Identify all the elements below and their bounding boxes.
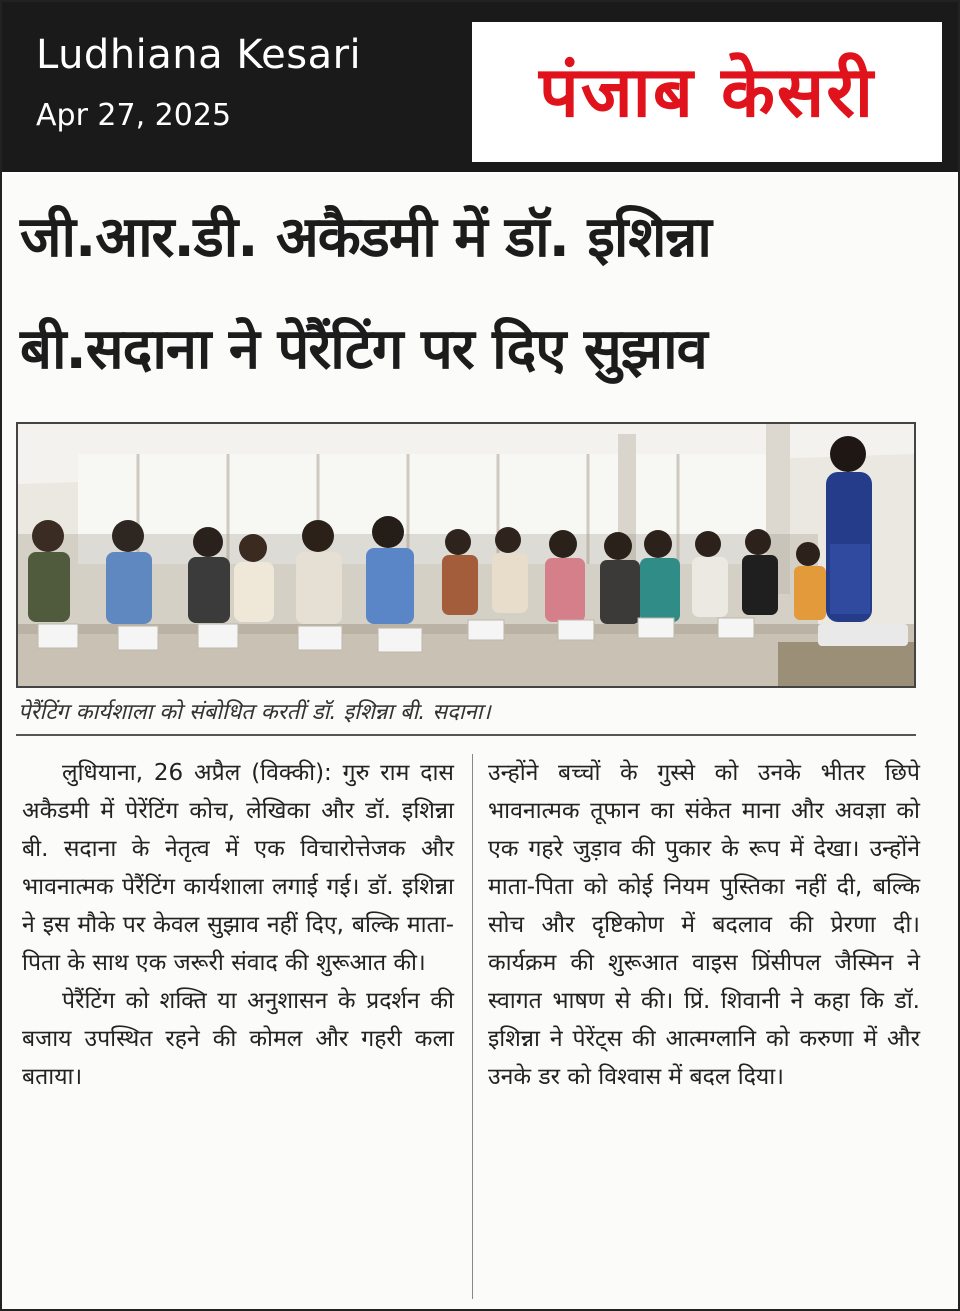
article-photo	[16, 422, 916, 688]
newspaper-logo	[472, 22, 942, 162]
headline	[20, 182, 940, 406]
headline-line-1: जी.आर.डी. अकैडमी में डॉ. इशिन्ना	[20, 205, 711, 270]
column-divider	[472, 754, 473, 1299]
photo-caption: पेरैंटिंग कार्यशाला को संबोधित करतीं डॉ. इशिन्ना बी. सदाना।	[18, 700, 491, 725]
workshop-audience-photo	[18, 424, 914, 686]
paragraph: पेरैंटिंग को शक्ति या अनुशासन के प्रदर्शन की बजाय उपस्थित रहने की कोमल और गहरी कला बताया।	[22, 988, 454, 1090]
logo-text: पंजाब केसरी	[538, 51, 875, 133]
source-name: Ludhiana Kesari	[36, 32, 362, 78]
publication-date: Apr 27, 2025	[36, 98, 232, 133]
clipping-header	[2, 2, 958, 172]
article-column-1	[22, 754, 454, 1096]
article	[2, 174, 958, 1309]
headline-line-2: बी.सदाना ने पेरैंटिंग पर दिए सुझाव	[20, 317, 707, 382]
paragraph: उन्होंने बच्चों के गुस्से को उनके भीतर छिपे भावनात्मक तूफान का संकेत माना और अवज्ञा को एक गहरे जुड़ाव की पुकार के रूप में देखा। उन्होंने माता-पिता को कोई नियम पुस्तिका नहीं दी, बल्कि सोच और दृष्टिकोण में बदलाव की प्रेरणा दी। कार्यक्रम की शुरूआत वाइस प्रिंसीपल जैस्मिन ने स्वागत भाषण से की। प्रिं. शिवानी ने कहा कि डॉ. इशिन्ना ने पेरेंट्स की आत्मग्लानि को करुणा में और उनके डर को विश्वास में बदल दिया।	[488, 760, 920, 1090]
paragraph: लुधियाना, 26 अप्रैल (विक्की): गुरु राम दास अकैडमी में पेरेंटिंग कोच, लेखिका और डॉ. इशिन्ना बी. सदाना के नेतृत्व में एक विचारोत्तेजक और भावनात्मक पेरैंटिंग कार्यशाला लगाई गई। डॉ. इशिन्ना ने इस मौके पर केवल सुझाव नहीं दिए, बल्कि माता-पिता के साथ एक जरूरी संवाद की शुरूआत की।	[22, 760, 454, 976]
caption-divider	[16, 734, 916, 736]
article-column-2	[488, 754, 920, 1096]
